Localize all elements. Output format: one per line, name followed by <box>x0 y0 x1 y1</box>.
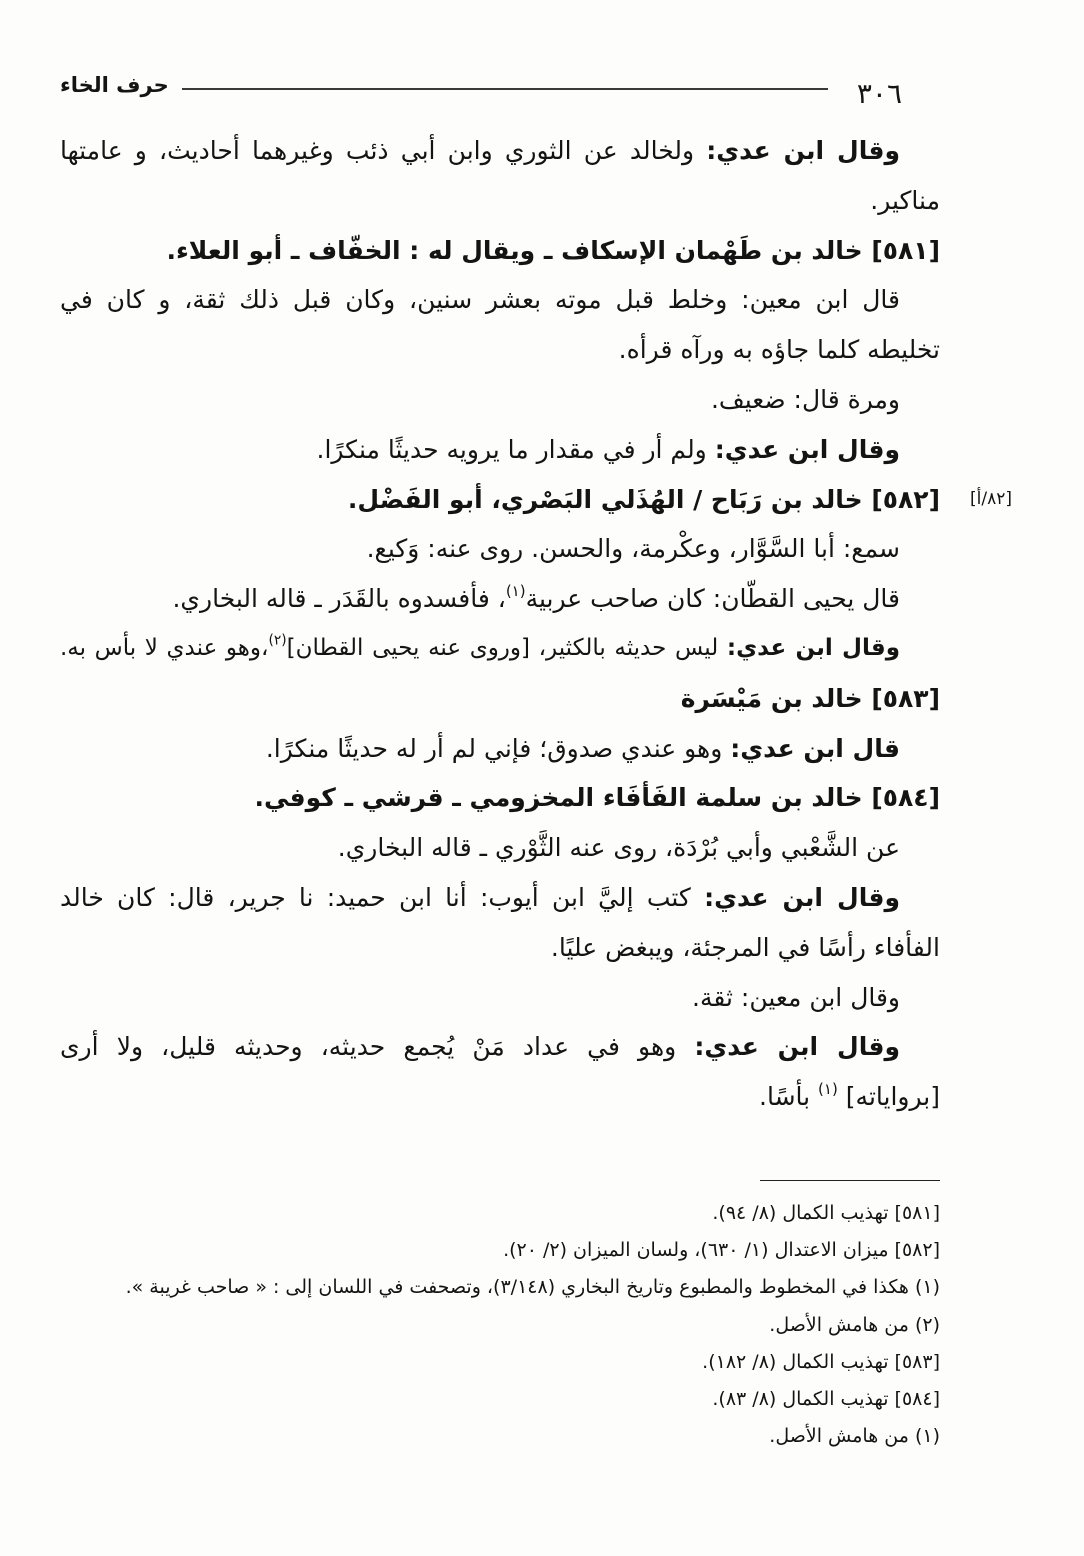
line-text: قال ابن معين: وخلط قبل موته بعشر سنين، وكان قبل ذلك ثقة، و كان في <box>60 285 900 315</box>
line-content <box>167 226 940 276</box>
page-number: ٣٠٦ <box>856 77 902 110</box>
text-line <box>60 524 940 574</box>
footnote-text: (١) هكذا في المخطوط والمطبوع وتاريخ البخاري (٣/١٤٨)، وتصحفت في اللسان إلى : « صاحب غريبة ». <box>125 1276 940 1299</box>
footnote-text: [٥٨١] تهذيب الكمال (٨/ ٩٤). <box>712 1202 940 1224</box>
footnote-ref: (١) <box>505 581 526 600</box>
entry-heading <box>60 226 940 276</box>
margin-folio-note: [٨٢/أ] <box>970 489 1012 509</box>
text-line <box>60 375 940 425</box>
text-line <box>60 823 940 873</box>
text-line <box>60 325 940 375</box>
line-text: تخليطه كلما جاؤه به ورآه قرأه. <box>618 335 940 365</box>
entry-heading <box>60 674 940 724</box>
line-text: سمع: أبا السَّوَّار، وعكْرمة، والحسن. روى عنه: وَكيع. <box>366 534 900 564</box>
line-content <box>692 973 900 1023</box>
footnote-text: [٥٨٤] تهذيب الكمال (٨/ ٨٣). <box>712 1387 940 1410</box>
line-content <box>711 375 900 425</box>
line-content <box>317 425 901 475</box>
line-text: كتب إليَّ ابن أيوب: أنا ابن حميد: نا جرير، قال: كان خالد <box>59 882 691 912</box>
text-line <box>60 973 940 1023</box>
line-content <box>759 1072 940 1122</box>
speaker-label: وقال ابن عدي: <box>714 434 900 464</box>
entry-heading <box>60 475 940 525</box>
speaker-label: قال ابن عدي: <box>730 733 900 763</box>
text-line <box>60 1072 940 1122</box>
line-text: الفأفاء رأسًا في المرجئة، ويبغض عليًا. <box>550 932 940 962</box>
line-text: ولم أر في مقدار ما يرويه حديثًا منكرًا. <box>316 434 707 464</box>
text-line <box>60 724 940 774</box>
line-text: عن الشَّعْبي وأبي بُرْدَة، روى عنه الثَّوْري ـ قاله البخاري. <box>337 833 900 863</box>
heading-text: [٥٨٢] خالد بن رَبَاح / الهُذَلي البَصْري، أبو الفَضْل. <box>347 484 940 514</box>
footnote-separator <box>760 1180 940 1181</box>
footnotes-section <box>70 1195 940 1455</box>
line-text: وهو عندي صدوق؛ فإني لم أر له حديثًا منكرًا. <box>265 733 723 763</box>
text-line <box>60 126 940 176</box>
heading-text: [٥٨٣] خالد بن مَيْسَرة <box>680 683 940 713</box>
line-content <box>681 674 940 724</box>
line-text: وهو في عداد مَنْ يُجمع حديثه، وحديثه قليل، ولا أرى <box>59 1032 677 1062</box>
line-text-tail: ، فأفسدوه بالقَدَر ـ قاله البخاري. <box>172 584 506 614</box>
line-text: قال يحيى القطّان: كان صاحب عربية <box>525 584 900 614</box>
footnote-text: [٥٨٢] ميزان الاعتدال (١/ ٦٣٠)، ولسان الميزان (٢/ ٢٠). <box>503 1239 940 1262</box>
line-content <box>619 325 940 375</box>
line-content <box>60 624 900 674</box>
line-text: مناكير. <box>870 185 940 215</box>
line-text: ليس حديثه بالكثير، [وروى عنه يحيى القطان] <box>286 634 719 661</box>
footnote <box>70 1232 940 1269</box>
footnote <box>70 1269 940 1306</box>
line-content <box>60 873 900 923</box>
line-content <box>551 923 940 973</box>
footnote-text: (٢) من هامش الأصل. <box>769 1313 940 1336</box>
line-text: ومرة قال: ضعيف. <box>710 384 900 414</box>
heading-text: [٥٨٤] خالد بن سلمة الفَأفَاء المخزومي ـ قرشي ـ كوفي. <box>254 783 940 813</box>
line-text-tail: بأسًا. <box>759 1082 811 1112</box>
footnote <box>70 1344 940 1381</box>
text-line <box>60 1022 940 1072</box>
text-line <box>60 873 940 923</box>
line-content <box>870 176 940 226</box>
speaker-label: وقال ابن عدي: <box>694 1032 900 1062</box>
line-content <box>60 126 900 176</box>
line-content <box>266 724 900 774</box>
text-line <box>60 624 940 674</box>
text-line <box>60 176 940 226</box>
footnote-ref: (٢) <box>268 632 287 649</box>
line-text-tail: ،وهو عندي لا بأس به. <box>60 634 269 661</box>
line-text: ولخالد عن الثوري وابن أبي ذئب وغيرهما أحاديث، و عامتها <box>60 136 695 165</box>
line-text: وقال ابن معين: ثقة. <box>692 982 900 1012</box>
footnote <box>70 1307 940 1344</box>
text-line <box>60 275 940 325</box>
line-content <box>338 823 900 873</box>
line-content <box>60 1022 900 1072</box>
footnote <box>70 1418 940 1455</box>
line-text: [برواياته] <box>845 1082 940 1112</box>
line-content <box>367 524 900 574</box>
line-content <box>254 773 940 823</box>
text-line <box>60 425 940 475</box>
line-content <box>348 475 940 525</box>
footnote <box>70 1381 940 1418</box>
running-title: حرف الخاء <box>60 73 169 97</box>
footnote-text: (١) من هامش الأصل. <box>769 1425 940 1448</box>
entry-heading <box>60 773 940 823</box>
footnote <box>70 1195 940 1232</box>
text-line <box>60 923 940 973</box>
speaker-label: وقال ابن عدي: <box>726 634 900 661</box>
line-content <box>60 275 900 325</box>
footnote-text: [٥٨٣] تهذيب الكمال (٨/ ١٨٢). <box>702 1350 940 1373</box>
line-content <box>172 574 900 624</box>
speaker-label: وقال ابن عدي: <box>704 882 900 912</box>
main-text <box>60 126 940 1122</box>
heading-text: [٥٨١] خالد بن طَهْمان الإسكاف ـ ويقال له : الخفّاف ـ أبو العلاء. <box>166 235 940 265</box>
footnote-ref: (١) <box>818 1079 838 1098</box>
text-line <box>60 574 940 624</box>
speaker-label: وقال ابن عدي: <box>706 136 900 165</box>
header-rule <box>182 88 828 90</box>
